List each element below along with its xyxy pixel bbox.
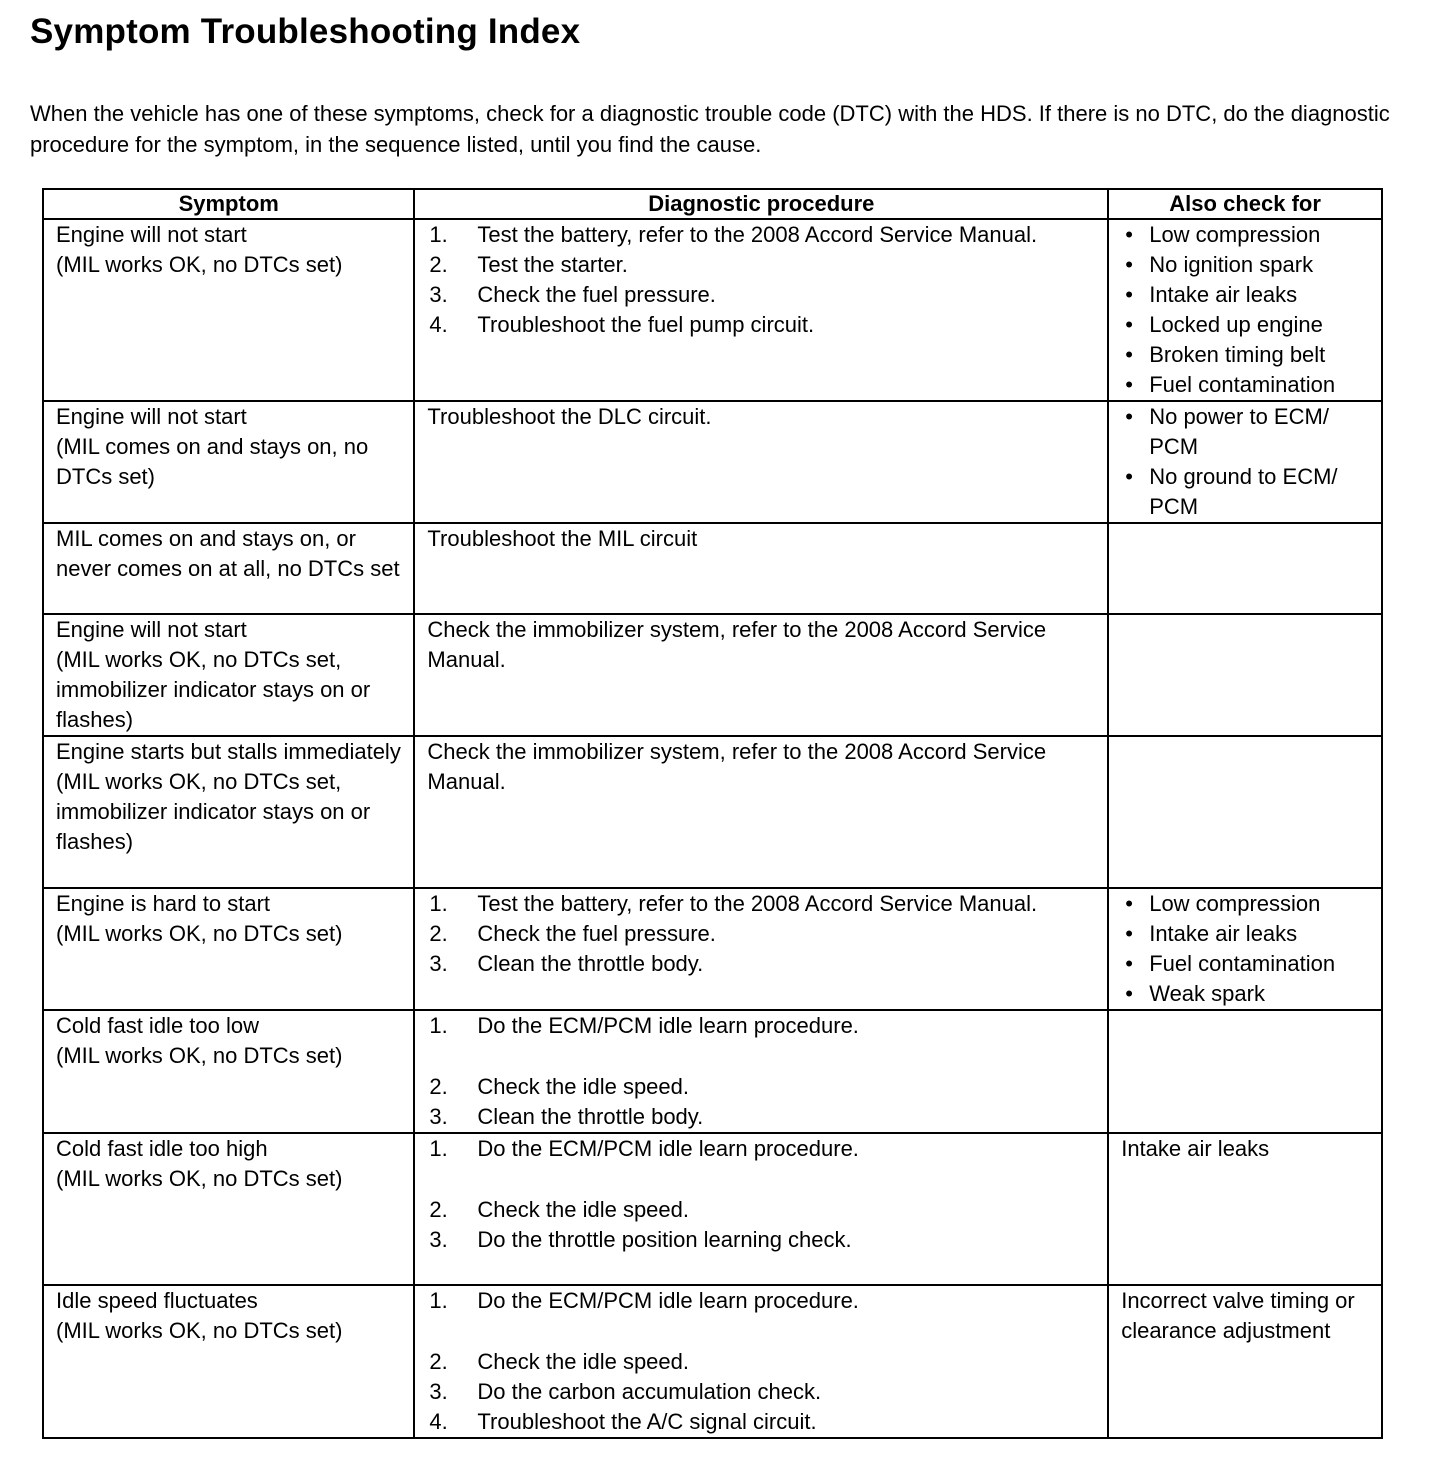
symptom-text: (MIL comes on and stays on, no DTCs set) (56, 434, 369, 489)
symptom-cell (43, 736, 414, 888)
table-row (43, 1285, 1382, 1438)
also-check-text: No ignition spark (1149, 252, 1314, 277)
procedure-cell (414, 219, 1108, 401)
step-text: Do the ECM/PCM idle learn procedure. (477, 1288, 859, 1313)
also-check-cell (1108, 523, 1382, 614)
procedure-step (427, 1195, 1097, 1225)
table-row (43, 736, 1382, 888)
also-check-text: Fuel contamination (1149, 951, 1336, 976)
also-check-text: No ground to ECM/ PCM (1149, 464, 1338, 519)
step-text: Do the carbon accumulation check. (477, 1379, 822, 1404)
intro-paragraph: When the vehicle has one of these symptoms, check for a diagnostic trouble code (DTC) with the HDS. If there is no DTC, do the diagnostic procedure for the symptom, in the sequence listed, until you find the cause. (30, 101, 1390, 157)
step-text: Troubleshoot the fuel pump circuit. (477, 312, 815, 337)
bullet-icon: • (1125, 222, 1133, 247)
table-row (43, 1010, 1382, 1133)
symptom-cell (43, 401, 414, 523)
procedure-text: Troubleshoot the DLC circuit. (427, 404, 712, 429)
symptom-text: Engine is hard to start (56, 891, 271, 916)
also-check-item (1121, 979, 1371, 1009)
step-text: Clean the throttle body. (477, 951, 704, 976)
symptom-text: Engine will not start (56, 222, 247, 247)
procedure-step (427, 250, 1097, 280)
also-check-item (1121, 340, 1371, 370)
step-text: Check the idle speed. (477, 1349, 689, 1374)
step-text: Do the ECM/PCM idle learn procedure. (477, 1136, 859, 1161)
procedure-cell (414, 1010, 1108, 1133)
also-check-text: Weak spark (1149, 981, 1265, 1006)
procedure-steps (427, 220, 1097, 340)
header-diagnostic-procedure: Diagnostic procedure (414, 189, 1108, 219)
bullet-icon: • (1125, 891, 1133, 916)
procedure-step (427, 310, 1097, 340)
symptom-text: (MIL works OK, no DTCs set) (56, 252, 343, 277)
page-title: Symptom Troubleshooting Index (30, 12, 581, 51)
symptom-text: (MIL works OK, no DTCs set) (56, 1318, 343, 1343)
also-check-text: Incorrect valve timing or clearance adjustment (1121, 1288, 1355, 1343)
procedure-cell (414, 1285, 1108, 1438)
also-check-text: Low compression (1149, 891, 1321, 916)
procedure-step (427, 1011, 1097, 1041)
symptom-cell (43, 1010, 414, 1133)
procedure-cell (414, 736, 1108, 888)
step-number: 3. (429, 1379, 448, 1404)
step-number: 3. (429, 1104, 448, 1129)
symptom-text: Engine will not start (56, 617, 247, 642)
step-text: Check the fuel pressure. (477, 282, 716, 307)
also-check-text: Locked up engine (1149, 312, 1323, 337)
procedure-cell (414, 614, 1108, 736)
also-check-cell (1108, 219, 1382, 401)
header-symptom: Symptom (43, 189, 414, 219)
step-number: 3. (429, 951, 448, 976)
bullet-icon: • (1125, 372, 1133, 397)
also-check-item (1121, 889, 1371, 919)
bullet-icon: • (1125, 464, 1133, 489)
also-check-list (1121, 889, 1371, 1009)
symptom-text: Cold fast idle too high (56, 1136, 268, 1161)
symptom-cell (43, 888, 414, 1010)
symptom-text: (MIL works OK, no DTCs set) (56, 1043, 343, 1068)
also-check-item (1121, 462, 1371, 522)
symptom-text: Cold fast idle too low (56, 1013, 259, 1038)
table-row (43, 219, 1382, 401)
bullet-icon: • (1125, 252, 1133, 277)
symptom-cell (43, 219, 414, 401)
symptom-text: (MIL works OK, no DTCs set, immobilizer indicator stays on or flashes) (56, 769, 371, 854)
step-number: 2. (429, 1349, 448, 1374)
also-check-item (1121, 402, 1371, 462)
procedure-cell (414, 1133, 1108, 1285)
table-row (43, 401, 1382, 523)
also-check-cell (1108, 614, 1382, 736)
procedure-cell (414, 523, 1108, 614)
also-check-text: Intake air leaks (1121, 1136, 1270, 1161)
step-text: Check the idle speed. (477, 1197, 689, 1222)
also-check-list (1121, 220, 1371, 400)
also-check-item (1121, 919, 1371, 949)
procedure-steps (427, 1286, 1097, 1437)
procedure-steps (427, 1134, 1097, 1255)
also-check-cell (1108, 1133, 1382, 1285)
bullet-icon: • (1125, 342, 1133, 367)
also-check-list (1121, 402, 1371, 522)
step-text: Troubleshoot the A/C signal circuit. (477, 1409, 817, 1434)
step-text: Do the ECM/PCM idle learn procedure. (477, 1013, 859, 1038)
step-number: 3. (429, 282, 448, 307)
table-row (43, 523, 1382, 614)
step-text: Test the battery, refer to the 2008 Accord Service Manual. (477, 222, 1038, 247)
also-check-text: Fuel contamination (1149, 372, 1336, 397)
also-check-text: No power to ECM/ PCM (1149, 404, 1329, 459)
procedure-step (427, 220, 1097, 250)
step-text: Test the battery, refer to the 2008 Accord Service Manual. (477, 891, 1038, 916)
step-number: 1. (429, 891, 448, 916)
symptom-text: Engine will not start (56, 404, 247, 429)
step-number: 2. (429, 1074, 448, 1099)
symptom-cell (43, 614, 414, 736)
procedure-step (427, 1407, 1097, 1437)
symptom-text: Idle speed fluctuates (56, 1288, 258, 1313)
step-number: 4. (429, 312, 448, 337)
step-text: Check the idle speed. (477, 1074, 689, 1099)
symptom-cell (43, 1133, 414, 1285)
step-number: 4. (429, 1409, 448, 1434)
symptom-cell (43, 523, 414, 614)
step-number: 2. (429, 921, 448, 946)
also-check-text: Intake air leaks (1149, 921, 1298, 946)
symptom-text: (MIL works OK, no DTCs set) (56, 1166, 343, 1191)
procedure-steps (427, 1011, 1097, 1132)
bullet-icon: • (1125, 981, 1133, 1006)
table-header-row (43, 189, 1382, 219)
procedure-step (427, 1102, 1097, 1132)
procedure-step (427, 1225, 1097, 1255)
step-number: 1. (429, 1288, 448, 1313)
also-check-cell (1108, 888, 1382, 1010)
bullet-icon: • (1125, 312, 1133, 337)
also-check-item (1121, 250, 1371, 280)
procedure-step (427, 919, 1097, 949)
procedure-text: Troubleshoot the MIL circuit (427, 526, 698, 551)
step-text: Check the fuel pressure. (477, 921, 716, 946)
bullet-icon: • (1125, 282, 1133, 307)
procedure-steps (427, 889, 1097, 979)
symptom-table (42, 188, 1383, 1439)
bullet-icon: • (1125, 951, 1133, 976)
also-check-text: Intake air leaks (1149, 282, 1298, 307)
procedure-step (427, 949, 1097, 979)
also-check-cell (1108, 736, 1382, 888)
procedure-step (427, 1377, 1097, 1407)
bullet-icon: • (1125, 404, 1133, 429)
also-check-item (1121, 280, 1371, 310)
procedure-cell (414, 401, 1108, 523)
table-row (43, 888, 1382, 1010)
procedure-step (427, 1134, 1097, 1164)
step-number: 3. (429, 1227, 448, 1252)
step-number: 2. (429, 252, 448, 277)
also-check-item (1121, 370, 1371, 400)
also-check-item (1121, 949, 1371, 979)
step-text: Test the starter. (477, 252, 628, 277)
procedure-step (427, 1347, 1097, 1377)
also-check-text: Low compression (1149, 222, 1321, 247)
step-number: 2. (429, 1197, 448, 1222)
procedure-step (427, 889, 1097, 919)
step-text: Do the throttle position learning check. (477, 1227, 852, 1252)
also-check-cell (1108, 401, 1382, 523)
symptom-cell (43, 1285, 414, 1438)
table-row (43, 614, 1382, 736)
also-check-item (1121, 310, 1371, 340)
step-text: Clean the throttle body. (477, 1104, 704, 1129)
procedure-step (427, 280, 1097, 310)
procedure-step (427, 1286, 1097, 1316)
procedure-text: Check the immobilizer system, refer to the 2008 Accord Service Manual. (427, 617, 1047, 672)
also-check-text: Broken timing belt (1149, 342, 1326, 367)
table-row (43, 1133, 1382, 1285)
symptom-text: Engine starts but stalls immediately (56, 739, 401, 764)
symptom-text: (MIL works OK, no DTCs set, immobilizer indicator stays on or flashes) (56, 647, 371, 732)
also-check-cell (1108, 1010, 1382, 1133)
bullet-icon: • (1125, 921, 1133, 946)
also-check-item (1121, 220, 1371, 250)
symptom-text: MIL comes on and stays on, or never comes on at all, no DTCs set (56, 526, 400, 581)
procedure-cell (414, 888, 1108, 1010)
also-check-cell (1108, 1285, 1382, 1438)
step-number: 1. (429, 222, 448, 247)
step-number: 1. (429, 1136, 448, 1161)
procedure-step (427, 1072, 1097, 1102)
header-also-check-for: Also check for (1108, 189, 1382, 219)
step-number: 1. (429, 1013, 448, 1038)
symptom-text: (MIL works OK, no DTCs set) (56, 921, 343, 946)
procedure-text: Check the immobilizer system, refer to the 2008 Accord Service Manual. (427, 739, 1047, 794)
